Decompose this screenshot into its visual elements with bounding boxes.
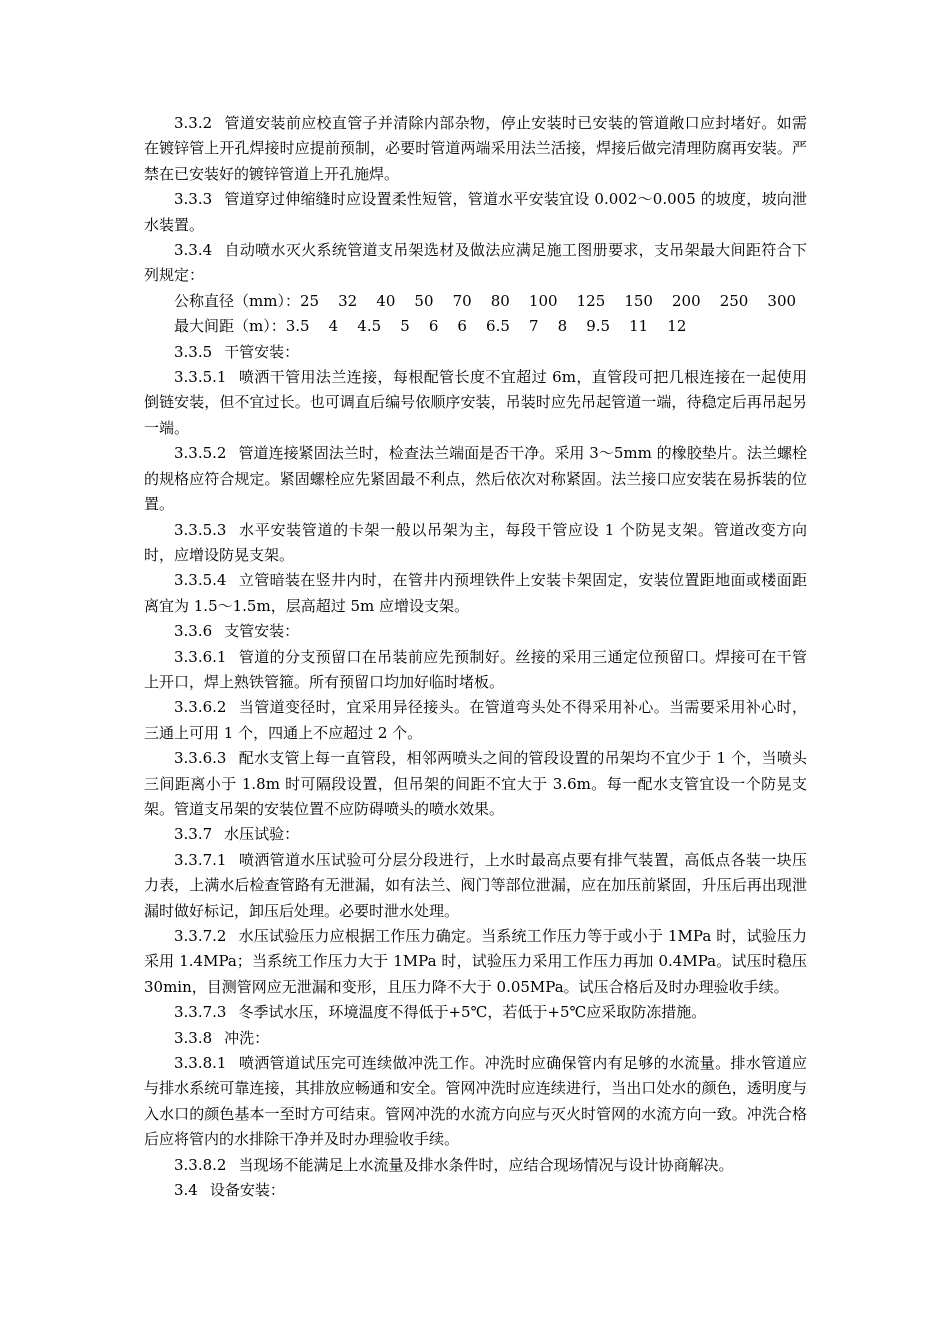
paragraph-3-3-7-2: 3.3.7.2 水压试验压力应根据工作压力确定。当系统工作压力等于或小于 1MPa 时，试验压力采用 1.4MPa；当系统工作压力大于 1MPa 时，试验压力采用工作压力再加 0.4MPa。试压时稳压 30min，目测管网应无泄漏和变形，且压力降不大于 0.05MPa。试压合格后及时办理验收手续。	[144, 927, 807, 996]
paragraph-3-3-6-2: 3.3.6.2 当管道变径时，宜采用异径接头。在管道弯头处不得采用补心。当需要采用补心时，三通上可用 1 个，四通上不应超过 2 个。	[144, 698, 807, 742]
paragraph-3-3-5-3: 3.3.5.3 水平安装管道的卡架一般以吊架为主，每段干管应设 1 个防晃支架。管道改变方向时，应增设防晃支架。	[144, 520, 807, 564]
paragraph-3-3-7-3: 3.3.7.3 冬季试水压，环境温度不得低于+5℃，若低于+5℃应采取防冻措施。	[174, 1003, 707, 1022]
paragraph-3-3-2: 3.3.2 管道安装前应校直管子并清除内部杂物，停止安装时已安装的管道敞口应封堵好。如需在镀锌管上开孔焊接时应提前预制，必要时管道两端采用法兰活接，焊接后做完清理防腐再安装。严禁在已安装好的镀锌管道上开孔施焊。	[144, 114, 807, 183]
paragraph-3-3-5: 3.3.5 干管安装：	[174, 342, 300, 361]
paragraph-3-3-6: 3.3.6 支管安装：	[174, 622, 300, 641]
paragraph-3-3-5-1: 3.3.5.1 喷洒干管用法兰连接，每根配管长度不宜超过 6m，直管段可把几根连接在一起使用倒链安装，但不宜过长。也可调直后编号依顺序安装，吊装时应先吊起管道一端，待稳定后再吊起另一端。	[144, 368, 807, 437]
paragraph-3-3-6-1: 3.3.6.1 管道的分支预留口在吊装前应先预制好。丝接的采用三通定位预留口。焊接可在干管上开口，焊上熟铁管箍。所有预留口均加好临时堵板。	[144, 647, 807, 691]
max-spacing-row: 最大间距（m）：3.5 4 4.5 5 6 6 6.5 7 8 9.5 11 12	[174, 317, 687, 336]
paragraph-3-3-8-1: 3.3.8.1 喷洒管道试压完可连续做冲洗工作。冲洗时应确保管内有足够的水流量。排水管道应与排水系统可靠连接，其排放应畅通和安全。管网冲洗时应连续进行，当出口处水的颜色，透明度与入水口的颜色基本一至时方可结束。管网冲洗的水流方向应与灭火时管网的水流方向一致。冲洗合格后应将管内的水排除干净并及时办理验收手续。	[144, 1054, 807, 1149]
paragraph-3-3-8: 3.3.8 冲洗：	[174, 1028, 270, 1047]
paragraph-3-3-3: 3.3.3 管道穿过伸缩缝时应设置柔性短管，管道水平安装宜设 0.002～0.005 的坡度，坡向泄水装置。	[144, 190, 807, 234]
nominal-diameter-row: 公称直径（mm）：25 32 40 50 70 80 100 125 150 200 250 300	[174, 291, 797, 310]
document-page	[144, 111, 807, 1203]
paragraph-3-3-8-2: 3.3.8.2 当现场不能满足上水流量及排水条件时，应结合现场情况与设计协商解决。	[174, 1155, 734, 1174]
paragraph-3-3-4: 3.3.4 自动喷水灭火系统管道支吊架选材及做法应满足施工图册要求，支吊架最大间距符合下列规定：	[144, 241, 807, 285]
paragraph-3-3-7-1: 3.3.7.1 喷洒管道水压试验可分层分段进行，上水时最高点要有排气装置，高低点各装一块压力表，上满水后检查管路有无泄漏，如有法兰、阀门等部位泄漏，应在加压前紧固，升压后再出现泄漏时做好标记，卸压后处理。必要时泄水处理。	[144, 850, 807, 920]
paragraph-3-3-5-2: 3.3.5.2 管道连接紧固法兰时，检查法兰端面是否干净。采用 3～5mm 的橡胶垫片。法兰螺栓的规格应符合规定。紧固螺栓应先紧固最不利点，然后依次对称紧固。法兰接口应安装在易拆装的位置。	[144, 444, 807, 514]
paragraph-3-3-5-4: 3.3.5.4 立管暗装在竖井内时，在管井内预埋铁件上安装卡架固定，安装位置距地面或楼面距离宜为 1.5～1.5m，层高超过 5m 应增设支架。	[144, 571, 807, 615]
paragraph-3-3-6-3: 3.3.6.3 配水支管上每一直管段，相邻两喷头之间的管段设置的吊架均不宜少于 1 个，当喷头三间距离小于 1.8m 时可隔段设置，但吊架的间距不宜大于 3.6m。每一配水支管宜设一个防晃支架。管道支吊架的安装位置不应防碍喷头的喷水效果。	[144, 749, 807, 818]
paragraph-3-3-7: 3.3.7 水压试验：	[174, 825, 300, 844]
paragraph-3-4: 3.4 设备安装：	[174, 1181, 285, 1200]
